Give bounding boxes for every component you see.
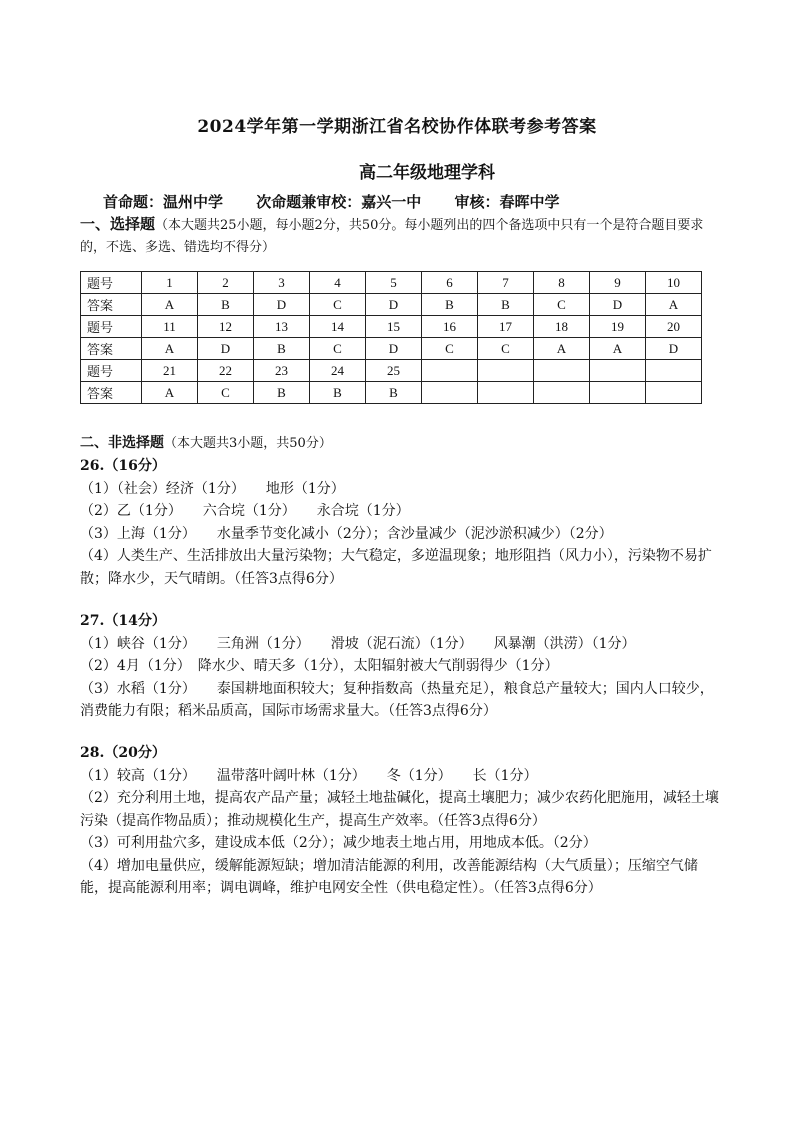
q27-line-3: （3）水稻（1分） 泰国耕地面积较大；复种指数高（热量充足），粮食总产量较大；国内人口较少，消费能力有限；稻米品质高，国际市场需求量大。（任答3点得6分）	[80, 680, 714, 719]
q28-line-1: （1）较高（1分） 温带落叶阔叶林（1分） 冬（1分） 长（1分）	[80, 767, 538, 784]
question-number-cell	[422, 360, 478, 382]
q26-line-1: （1）（社会）经济（1分） 地形（1分）	[80, 480, 345, 497]
question-number-cell: 10	[646, 272, 702, 294]
question-number-cell: 18	[534, 316, 590, 338]
question-number-cell: 22	[198, 360, 254, 382]
question-number-cell: 25	[366, 360, 422, 382]
q27-head: 27.（14分）	[80, 613, 166, 629]
answer-row	[81, 382, 702, 404]
answer-cell	[478, 382, 534, 404]
question-number-row	[81, 316, 702, 338]
answer-row	[81, 338, 702, 360]
question-number-cell: 12	[198, 316, 254, 338]
author-first: 首命题：温州中学	[103, 193, 224, 211]
answer-cell	[590, 382, 646, 404]
question-number-cell: 14	[310, 316, 366, 338]
answer-cell: A	[590, 338, 646, 360]
question-number-cell: 1	[142, 272, 198, 294]
q26-line-4: （4）人类生产、生活排放出大量污染物；大气稳定，多逆温现象；地形阻挡（风力小），污染物不易扩散；降水少，天气晴朗。（任答3点得6分）	[80, 548, 712, 587]
question-number-cell: 2	[198, 272, 254, 294]
answer-table	[80, 271, 702, 404]
page-subtitle: 高二年级地理学科	[359, 163, 495, 183]
q27-line-2: （2）4月（1分） 降水少、晴天多（1分），太阳辐射被大气削弱得少（1分）	[80, 658, 559, 674]
answer-cell	[646, 382, 702, 404]
answer-cell: A	[646, 294, 702, 316]
question-number-cell: 23	[254, 360, 310, 382]
answer-cell: B	[422, 294, 478, 316]
question-26	[80, 455, 720, 590]
section1-heading	[80, 214, 720, 258]
page-title: 2024学年第一学期浙江省名校协作体联考参考答案	[197, 117, 597, 137]
question-28	[80, 742, 720, 900]
question-number-cell: 19	[590, 316, 646, 338]
q26-line-3: （3）上海（1分） 水量季节变化减小（2分）；含沙量减少（泥沙淤积减少）（2分）	[80, 525, 613, 542]
answer-cell: B	[310, 382, 366, 404]
answer-cell: C	[198, 382, 254, 404]
author-second: 次命题兼审校：嘉兴一中	[256, 193, 422, 211]
q27-line-1: （1）峡谷（1分） 三角洲（1分） 滑坡（泥石流）（1分） 风暴潮（洪涝）（1分）	[80, 635, 636, 652]
question-number-cell: 13	[254, 316, 310, 338]
question-number-cell: 4	[310, 272, 366, 294]
question-number-cell	[534, 360, 590, 382]
section2-heading	[80, 432, 720, 456]
q28-line-2: （2）充分利用土地，提高农产品产量；减轻土地盐碱化，提高土壤肥力；减少农药化肥施用，减轻土壤污染（提高作物品质）；推动规模化生产，提高生产效率。（任答3点得6分）	[80, 790, 719, 829]
answer-cell: C	[310, 294, 366, 316]
answer-label: 答案	[81, 382, 142, 404]
answer-cell	[534, 382, 590, 404]
answer-cell: B	[254, 338, 310, 360]
question-number-cell: 20	[646, 316, 702, 338]
question-number-cell	[590, 360, 646, 382]
answer-cell: D	[366, 338, 422, 360]
section2-note: （本大题共3小题，共50分）	[164, 436, 332, 451]
section1-note: （本大题共25小题，每小题2分，共50分。每小题列出的四个备选项中只有一个是符合题目要求的，不选、多选、错选均不得分）	[80, 218, 704, 255]
question-number-cell: 21	[142, 360, 198, 382]
q26-head: 26.（16分）	[80, 458, 166, 474]
answer-cell: C	[534, 294, 590, 316]
question-number-row	[81, 272, 702, 294]
authors-line	[103, 191, 588, 212]
q28-line-4: （4）增加电量供应，缓解能源短缺；增加清洁能源的利用，改善能源结构（大气质量）；压缩空气储能，提高能源利用率；调电调峰，维护电网安全性（供电稳定性）。（任答3点得6分）	[80, 857, 698, 896]
answer-cell: B	[254, 382, 310, 404]
answer-cell: A	[142, 338, 198, 360]
question-number-label: 题号	[81, 360, 142, 382]
answer-label: 答案	[81, 338, 142, 360]
answer-cell: B	[366, 382, 422, 404]
answer-cell: D	[254, 294, 310, 316]
question-number-cell: 7	[478, 272, 534, 294]
section2-title: 二、非选择题	[80, 435, 164, 451]
question-number-cell: 5	[366, 272, 422, 294]
answer-cell: A	[142, 382, 198, 404]
question-number-cell	[478, 360, 534, 382]
answer-cell: A	[534, 338, 590, 360]
answer-cell: D	[366, 294, 422, 316]
answer-row	[81, 294, 702, 316]
answer-cell: C	[478, 338, 534, 360]
question-number-cell: 24	[310, 360, 366, 382]
section1-title: 一、选择题	[80, 215, 156, 233]
q28-head: 28.（20分）	[80, 745, 166, 761]
question-number-cell: 3	[254, 272, 310, 294]
answer-cell: C	[310, 338, 366, 360]
author-review: 审核：春晖中学	[454, 193, 560, 211]
answer-cell: D	[590, 294, 646, 316]
question-number-cell	[646, 360, 702, 382]
question-number-cell: 17	[478, 316, 534, 338]
answer-cell: D	[646, 338, 702, 360]
answer-cell: D	[198, 338, 254, 360]
q26-line-2: （2）乙（1分） 六合垸（1分） 永合垸（1分）	[80, 503, 410, 519]
answer-cell: A	[142, 294, 198, 316]
question-number-cell: 9	[590, 272, 646, 294]
question-number-cell: 15	[366, 316, 422, 338]
question-number-cell: 8	[534, 272, 590, 294]
question-number-row	[81, 360, 702, 382]
answer-label: 答案	[81, 294, 142, 316]
answer-cell	[422, 382, 478, 404]
question-27	[80, 610, 720, 723]
answer-cell: B	[198, 294, 254, 316]
answer-cell: B	[478, 294, 534, 316]
answer-cell: C	[422, 338, 478, 360]
question-number-label: 题号	[81, 316, 142, 338]
question-number-cell: 11	[142, 316, 198, 338]
question-number-cell: 16	[422, 316, 478, 338]
q28-line-3: （3）可利用盐穴多，建设成本低（2分）；减少地表土地占用，用地成本低。（2分）	[80, 835, 597, 851]
question-number-cell: 6	[422, 272, 478, 294]
question-number-label: 题号	[81, 272, 142, 294]
